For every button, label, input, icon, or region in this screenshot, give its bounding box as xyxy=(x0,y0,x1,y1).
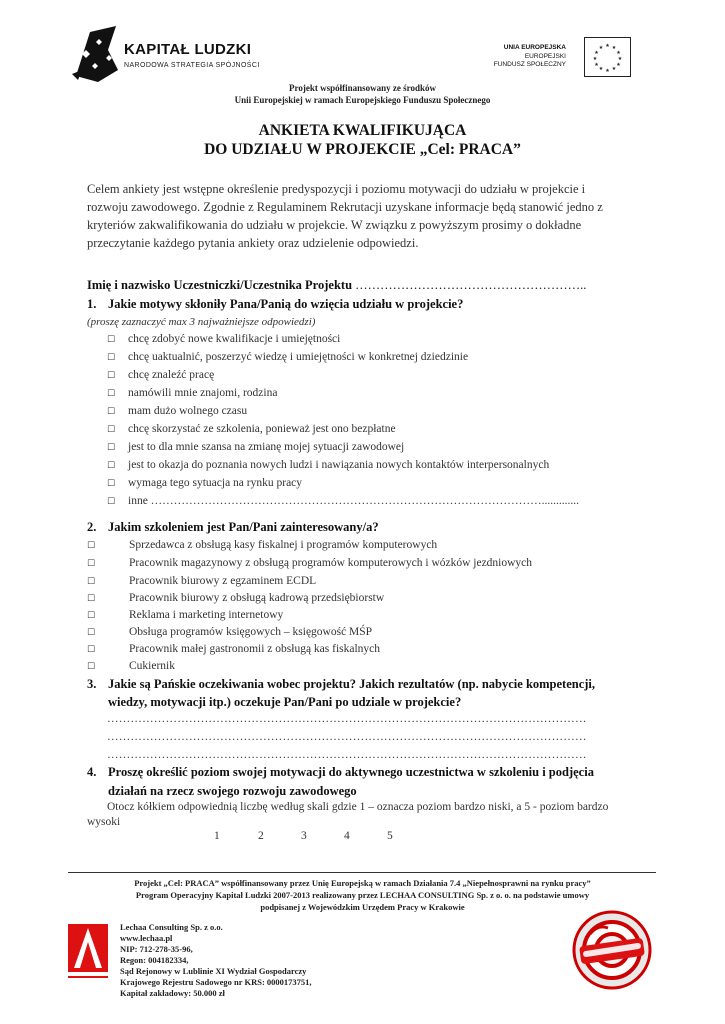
question-4-number: 4. xyxy=(87,765,97,779)
name-field-label: Imię i nazwisko Uczestniczki/Uczestnika Projektu xyxy=(87,278,353,292)
q2-option-label: Pracownik biurowy z egzaminem ECDL xyxy=(129,575,317,587)
company-line: Krajowego Rejestru Sadowego nr KRS: 0000173751, xyxy=(120,977,312,987)
checkbox-icon[interactable]: ☐ xyxy=(107,371,116,381)
q2-option-label: Pracownik magazynowy z obsługą programów komputerowych i wózków jezdniowych xyxy=(129,557,533,569)
intro-line-3: kryteriów zakwalifikowania do udziału w projekcie. W związku z powyższym prosimy o dokładne xyxy=(87,218,582,232)
q2-option[interactable] xyxy=(87,660,175,672)
eu-line-2: EUROPEJSKI xyxy=(524,52,566,60)
name-field-dots[interactable]: ……………………………………………….. xyxy=(355,278,587,292)
answer-line[interactable]: …………………………………………………………………………………………………………… xyxy=(107,731,587,743)
q2-option-label: Pracownik małej gastronomii z obsługą kas fiskalnych xyxy=(129,643,381,655)
logo-subtitle: NARODOWA STRATEGIA SPÓJNOŚCI xyxy=(124,62,260,69)
checkbox-icon[interactable]: ☐ xyxy=(107,425,116,435)
footer-divider xyxy=(68,872,656,873)
q1-option-label: namówili mnie znajomi, rodzina xyxy=(128,387,278,399)
checkbox-icon[interactable]: ☐ xyxy=(87,611,96,621)
question-2-number: 2. xyxy=(87,520,97,534)
checkbox-icon[interactable]: ☐ xyxy=(87,577,96,587)
q2-option[interactable] xyxy=(87,539,437,551)
question-4-note-line-2: wysoki xyxy=(87,816,121,828)
intro-line-1: Celem ankiety jest wstępne określenie predyspozycji i poziomu motywacji do udziału w projekcie i xyxy=(87,182,586,196)
answer-line[interactable]: …………………………………………………………………………………………………………… xyxy=(107,749,587,761)
q2-option-label: Cukiernik xyxy=(129,660,175,672)
cel-praca-logo xyxy=(572,910,652,990)
eu-flag-icon xyxy=(584,37,631,77)
eu-logo-text xyxy=(482,44,566,70)
question-3 xyxy=(87,677,595,692)
q1-option[interactable] xyxy=(107,477,302,489)
checkbox-icon[interactable]: ☐ xyxy=(107,443,116,453)
checkbox-icon[interactable]: ☐ xyxy=(107,479,116,489)
answer-line[interactable]: …………………………………………………………………………………………………………… xyxy=(107,713,587,725)
q1-option[interactable] xyxy=(107,405,247,417)
question-3-line-2: wiedzy, motywacji itp.) oczekuje Pan/Pani po udziale w projekcie? xyxy=(108,695,462,709)
checkbox-icon[interactable]: ☐ xyxy=(107,407,116,417)
svg-text:★: ★ xyxy=(617,56,623,62)
company-line: www.lechaa.pl xyxy=(120,933,173,943)
q1-option[interactable] xyxy=(107,459,549,471)
question-1-number: 1. xyxy=(87,297,97,311)
cofund-line-2: Unii Europejskiej w ramach Europejskiego Funduszu Społecznego xyxy=(234,95,491,105)
company-line: Sąd Rejonowy w Lublinie XI Wydział Gospodarczy xyxy=(120,966,307,976)
scale-option-1[interactable]: 1 xyxy=(214,830,220,842)
q2-option[interactable] xyxy=(87,609,283,621)
question-2 xyxy=(87,520,379,535)
question-3-line-1: Jakie są Pańskie oczekiwania wobec projektu? Jakich rezultatów (np. nabycie kompetencji, xyxy=(108,677,596,691)
svg-text:★: ★ xyxy=(611,45,617,51)
eu-line-3: FUNDUSZ SPOŁECZNY xyxy=(493,61,566,68)
svg-text:★: ★ xyxy=(605,43,610,49)
q1-option-label: chcę znaleźć pracę xyxy=(128,369,215,381)
q2-option-label: Pracownik biurowy z obsługą kadrową przedsiębiorstw xyxy=(129,592,385,604)
checkbox-icon[interactable]: ☐ xyxy=(87,628,96,638)
svg-text:★: ★ xyxy=(594,62,599,68)
checkbox-icon[interactable]: ☐ xyxy=(107,497,116,507)
q2-option-label: Reklama i marketing internetowy xyxy=(129,609,284,621)
q2-option-label: Obsługa programów księgowych – księgowość MŚP xyxy=(129,626,373,638)
question-1 xyxy=(87,297,463,312)
intro-line-4: przeczytanie każdego pytania ankiety oraz udzielenie odpowiedzi. xyxy=(87,236,419,250)
svg-text:★: ★ xyxy=(616,62,621,68)
checkbox-icon[interactable]: ☐ xyxy=(107,461,116,471)
checkbox-icon[interactable]: ☐ xyxy=(87,594,96,604)
q1-option-label: chcę uaktualnić, poszerzyć wiedzę i umiejętności w konkretnej dziedzinie xyxy=(128,351,469,363)
checkbox-icon[interactable]: ☐ xyxy=(87,559,96,569)
scale-option-4[interactable]: 4 xyxy=(344,830,350,842)
svg-text:★: ★ xyxy=(594,50,599,56)
company-line: Lechaa Consulting Sp. z o.o. xyxy=(120,922,223,932)
company-line: Kapitał zakładowy: 50.000 zł xyxy=(120,988,225,998)
svg-text:★: ★ xyxy=(598,45,604,51)
q1-option-label: jest to okazja do poznania nowych ludzi i nawiązania nowych kontaktów interpersonalnych xyxy=(128,459,550,471)
question-4-line-2: działań na rzecz swojego rozwoju zawodowego xyxy=(108,784,357,798)
footer-line-1: Projekt „Cel: PRACA” współfinansowany przez Unię Europejską w ramach Działania 7.4 „Niepełnosprawni na rynku pracy” xyxy=(134,878,591,888)
eu-line-1: UNIA EUROPEJSKA xyxy=(503,44,566,51)
svg-text:★: ★ xyxy=(605,68,610,74)
q2-option[interactable] xyxy=(87,592,384,604)
checkbox-icon[interactable]: ☐ xyxy=(107,353,116,363)
page-title-line-2: DO UDZIAŁU W PROJEKCIE „Cel: PRACA” xyxy=(204,141,521,158)
scale-option-3[interactable]: 3 xyxy=(301,830,307,842)
question-3-number: 3. xyxy=(87,677,97,691)
svg-text:★: ★ xyxy=(616,50,621,56)
q1-option-label: inne …………………………………………………………………………………………............. xyxy=(128,495,580,507)
checkbox-icon[interactable]: ☐ xyxy=(87,662,96,672)
logo-title: KAPITAŁ LUDZKI xyxy=(124,41,252,58)
cofund-line-1: Projekt współfinansowany ze środków xyxy=(289,83,436,93)
q2-option[interactable] xyxy=(87,557,532,569)
company-line: Regon: 004182334, xyxy=(120,955,189,965)
q1-option[interactable] xyxy=(107,495,579,507)
footer-line-3: podpisanej z Wojewódzkim Urzędem Pracy w Krakowie xyxy=(260,902,465,912)
question-4 xyxy=(87,765,594,780)
q1-option[interactable] xyxy=(107,441,404,453)
question-1-note: (proszę zaznaczyć max 3 najważniejsze odpowiedzi) xyxy=(87,316,316,328)
q1-option[interactable] xyxy=(107,387,277,399)
scale-option-5[interactable]: 5 xyxy=(387,830,393,842)
scale-option-2[interactable]: 2 xyxy=(258,830,264,842)
name-field[interactable] xyxy=(87,278,586,293)
footer-line-2: Program Operacyjny Kapitał Ludzki 2007-2013 realizowany przez LECHAA CONSULTING Sp. z o. o. na podstawie umowy xyxy=(135,890,590,900)
page-title-line-1: ANKIETA KWALIFIKUJĄCA xyxy=(258,122,467,139)
q2-option[interactable] xyxy=(87,626,372,638)
question-1-text: Jakie motywy skłoniły Pana/Panią do wzięcia udziału w projekcie? xyxy=(108,297,464,311)
q2-option[interactable] xyxy=(87,575,316,587)
q1-option-label: wymaga tego sytuacja na rynku pracy xyxy=(128,477,303,489)
checkbox-icon[interactable]: ☐ xyxy=(87,541,96,551)
q1-option-label: chcę zdobyć nowe kwalifikacje i umiejętności xyxy=(128,333,341,345)
q1-option-label: jest to dla mnie szansa na zmianę mojej sytuacji zawodowej xyxy=(128,441,405,453)
company-line: NIP: 712-278-35-96, xyxy=(120,944,193,954)
svg-text:★: ★ xyxy=(611,66,617,72)
checkbox-icon[interactable]: ☐ xyxy=(107,335,116,345)
intro-line-2: rozwoju zawodowego. Zgodnie z Regulaminem Rekrutacji uzyskane informacje będą stanowić jedno z xyxy=(87,200,603,214)
svg-text:★: ★ xyxy=(598,66,604,72)
question-4-note-line-1: Otocz kółkiem odpowiednią liczbę według skali gdzie 1 – oznacza poziom bardzo niski, a 5 - poziom bardzo xyxy=(107,801,609,813)
q1-option[interactable] xyxy=(107,351,468,363)
question-4-line-1: Proszę określić poziom swojej motywacji do aktywnego uczestnictwa w szkoleniu i podjęcia xyxy=(108,765,594,779)
checkbox-icon[interactable]: ☐ xyxy=(87,645,96,655)
q1-option[interactable] xyxy=(107,369,214,381)
checkbox-icon[interactable]: ☐ xyxy=(107,389,116,399)
question-2-text: Jakim szkoleniem jest Pan/Pani zainteresowany/a? xyxy=(108,520,379,534)
q2-option[interactable] xyxy=(87,643,380,655)
lechaa-logo xyxy=(68,920,112,990)
q1-option-label: mam dużo wolnego czasu xyxy=(128,405,248,417)
q1-option-label: chcę skorzystać ze szkolenia, ponieważ jest ono bezpłatne xyxy=(128,423,396,435)
svg-text:★: ★ xyxy=(592,56,598,62)
q1-option[interactable] xyxy=(107,333,340,345)
q2-option-label: Sprzedawca z obsługą kasy fiskalnej i programów komputerowych xyxy=(129,539,438,551)
q1-option[interactable] xyxy=(107,423,396,435)
